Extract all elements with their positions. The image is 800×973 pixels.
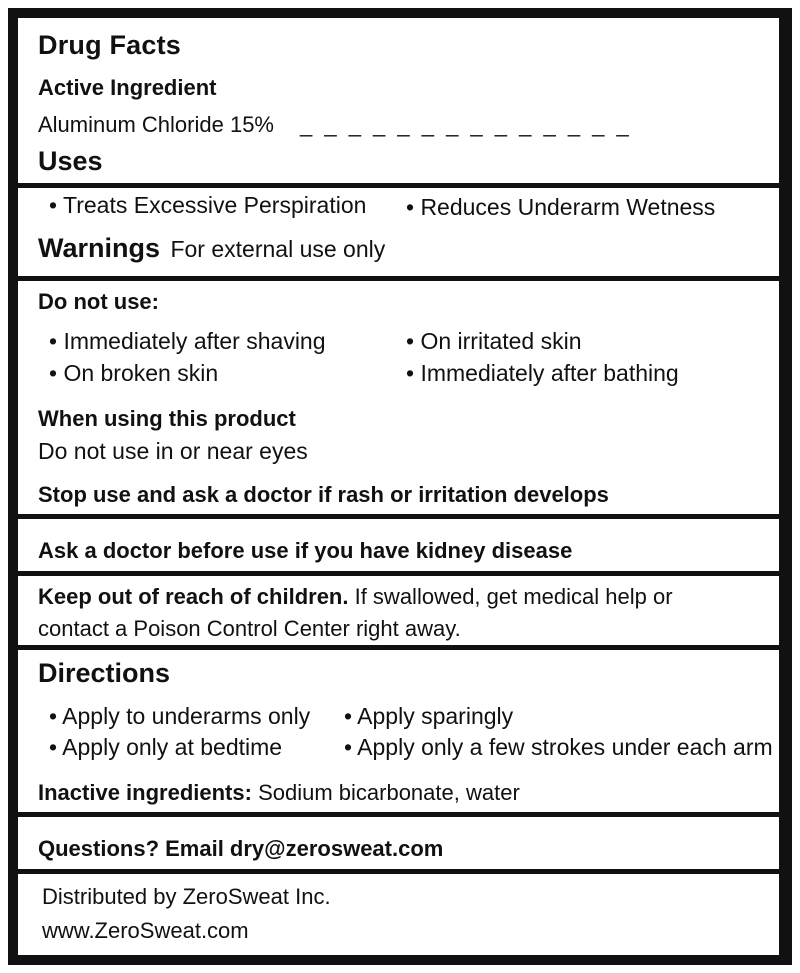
directions-item: • Apply sparingly (344, 703, 514, 729)
inactive-ingredients-row (38, 780, 520, 806)
section-uses-warnings (18, 188, 779, 276)
questions-text: Questions? Email dry@zerosweat.com (38, 836, 444, 861)
uses-heading: Uses (38, 146, 103, 176)
warnings-heading-row (38, 233, 385, 264)
keep-out-line-1 (38, 584, 673, 610)
section-title-active-uses (18, 18, 779, 183)
uses-item: • Treats Excessive Perspiration (49, 192, 367, 218)
when-using-text: Do not use in or near eyes (38, 438, 308, 464)
inactive-ingredients-label: Inactive ingredients: (38, 780, 252, 805)
section-questions (18, 817, 779, 869)
when-using-heading: When using this product (38, 406, 296, 431)
section-do-not-use (18, 281, 779, 514)
warnings-subtext: For external use only (170, 236, 386, 262)
distributor-website: www.ZeroSweat.com (42, 918, 249, 943)
directions-item: • Apply only a few strokes under each arm (344, 734, 773, 760)
do-not-use-item: • Immediately after shaving (49, 328, 326, 354)
warnings-heading: Warnings (38, 233, 161, 263)
distributor-text: Distributed by ZeroSweat Inc. (42, 884, 331, 909)
do-not-use-heading: Do not use: (38, 289, 159, 314)
keep-out-bold: Keep out of reach of children. (38, 584, 349, 609)
directions-heading: Directions (38, 658, 171, 688)
active-ingredient-heading: Active Ingredient (38, 75, 217, 100)
stop-use-text: Stop use and ask a doctor if rash or irritation develops (38, 482, 609, 507)
inactive-ingredients-text: Sodium bicarbonate, water (251, 780, 520, 805)
section-directions (18, 650, 779, 812)
do-not-use-item: • On broken skin (49, 360, 219, 386)
section-ask-doctor (18, 519, 779, 571)
do-not-use-item: • On irritated skin (406, 328, 582, 354)
directions-item: • Apply to underarms only (49, 703, 311, 729)
ask-doctor-text: Ask a doctor before use if you have kidney disease (38, 538, 573, 563)
keep-out-rest: If swallowed, get medical help or (348, 584, 673, 609)
purpose-placeholder-line: _ _ _ _ _ _ _ _ _ _ _ _ _ _ (300, 112, 632, 137)
directions-item: • Apply only at bedtime (49, 734, 283, 760)
section-keep-out (18, 576, 779, 645)
do-not-use-item: • Immediately after bathing (406, 360, 679, 386)
active-ingredient-value: Aluminum Chloride 15% (38, 112, 274, 137)
section-distributor (18, 874, 779, 955)
keep-out-line-2: contact a Poison Control Center right away. (38, 616, 461, 641)
uses-item: • Reduces Underarm Wetness (406, 194, 716, 220)
page-title: Drug Facts (38, 30, 182, 60)
